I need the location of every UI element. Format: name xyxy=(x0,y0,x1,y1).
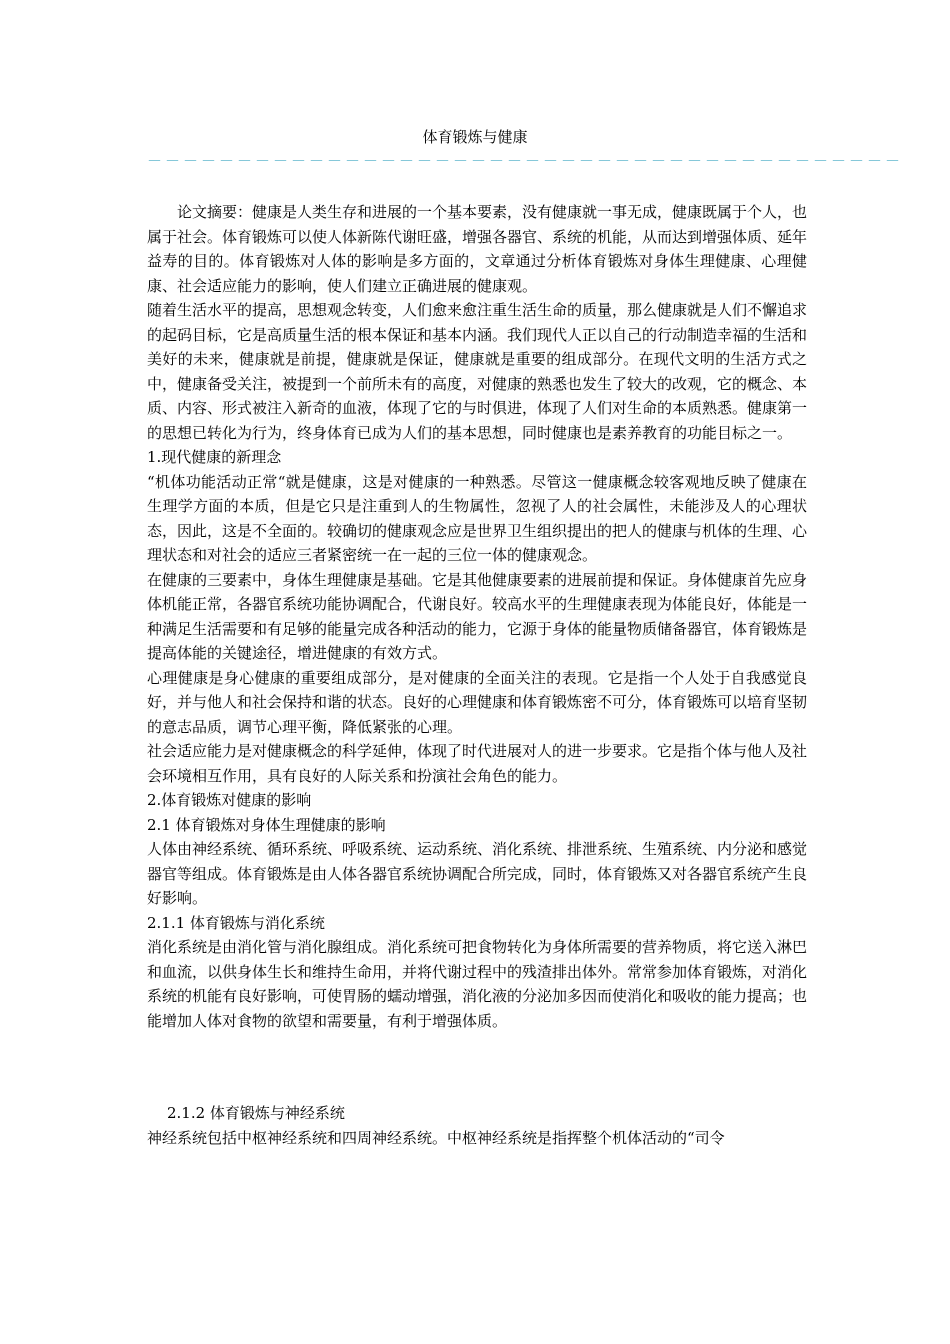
section-heading-2-1-2: 2.1.2 体育锻炼与神经系统 xyxy=(167,1104,345,1122)
body-paragraph: 神经系统包括中枢神经系统和四周神经系统。中枢神经系统是指挥整个机体活动的“司令 xyxy=(147,1128,725,1147)
body-paragraph: 社会适应能力是对健康概念的科学延伸，体现了时代进展对人的进一步要求。它是指个体与他人及社会环境相互作用，具有良好的人际关系和扮演社会角色的能力。 xyxy=(147,742,808,785)
title-divider: －－－－－－－－－－－－－－－－－－－－－－－－－－－－－－－－－－－－－－－－－－ xyxy=(147,152,904,170)
section-heading-2: 2.体育锻炼对健康的影响 xyxy=(147,791,312,809)
page-spacer xyxy=(147,1033,807,1101)
intro-paragraph: 随着生活水平的提高，思想观念转变，人们愈来愈注重生活生命的质量，那么健康就是人们不懈追求的起码目标，它是高质量生活的根本保证和基本内涵。我们现代人正以自己的行动制造幸福的生活和美好的未来，健康就是前提，健康就是保证，健康就是重要的组成部分。在现代文明的生活方式之中，健康备受关注，被提到一个前所未有的高度，对健康的熟悉也发生了较大的改观，它的概念、本质、内容、形式被注入新奇的血液，体现了它的与时俱进，体现了人们对生命的本质熟悉。健康第一的思想已转化为行为，终身体育已成为人们的基本思想，同时健康也是素养教育的功能目标之一。 xyxy=(147,301,808,442)
body-paragraph: 心理健康是身心健康的重要组成部分，是对健康的全面关注的表现。它是指一个人处于自我感觉良好，并与他人和社会保持和谐的状态。良好的心理健康和体育锻炼密不可分，体育锻炼可以培育坚韧的意志品质，调节心理平衡，降低紧张的心理。 xyxy=(147,668,808,736)
section-heading-2-1-1: 2.1.1 体育锻炼与消化系统 xyxy=(147,913,325,932)
section-heading-1: 1.现代健康的新理念 xyxy=(147,448,282,466)
document-body xyxy=(147,200,807,1150)
document-title: 体育锻炼与健康 xyxy=(422,128,528,146)
body-paragraph: “机体功能活动正常“就是健康，这是对健康的一种熟悉。尽管这一健康概念较客观地反映了健康在生理学方面的本质，但是它只是注重到人的生物属性，忽视了人的社会属性，未能涉及人的心理状态，因此，这是不全面的。较确切的健康观念应是世界卫生组织提出的把人的健康与机体的生理、心理状态和对社会的适应三者紧密统一在一起的三位一体的健康观念。 xyxy=(147,472,808,564)
abstract-paragraph: 论文摘要：健康是人类生存和进展的一个基本要素，没有健康就一事无成，健康既属于个人，也属于社会。体育锻炼可以使人体新陈代谢旺盛，增强各器官、系统的机能，从而达到增强体质、延年益寿的目的。体育锻炼对人体的影响是多方面的，文章通过分析体育锻炼对身体生理健康、心理健康、社会适应能力的影响，使人们建立正确进展的健康观。 xyxy=(147,203,808,295)
body-paragraph: 在健康的三要素中，身体生理健康是基础。它是其他健康要素的进展前提和保证。身体健康首先应身体机能正常，各器官系统功能协调配合，代谢良好。较高水平的生理健康表现为体能良好，体能是一种满足生活需要和有足够的能量完成各种活动的能力，它源于身体的能量物质储备器官，体育锻炼是提高体能的关键途径，增进健康的有效方式。 xyxy=(147,570,808,662)
section-heading-2-1: 2.1 体育锻炼对身体生理健康的影响 xyxy=(147,815,386,834)
body-paragraph: 人体由神经系统、循环系统、呼吸系统、运动系统、消化系统、排泄系统、生殖系统、内分泌和感觉器官等组成。体育锻炼是由人体各器官系统协调配合所完成，同时，体育锻炼又对各器官系统产生良好影响。 xyxy=(147,840,808,907)
body-paragraph: 消化系统是由消化管与消化腺组成。消化系统可把食物转化为身体所需要的营养物质，将它送入淋巴和血流，以供身体生长和维持生命用，并将代谢过程中的残渣排出体外。常常参加体育锻炼，对消化系统的机能有良好影响，可使胃肠的蠕动增强，消化液的分泌加多因而使消化和吸收的能力提高；也能增加人体对食物的欲望和需要量，有利于增强体质。 xyxy=(147,938,808,1030)
